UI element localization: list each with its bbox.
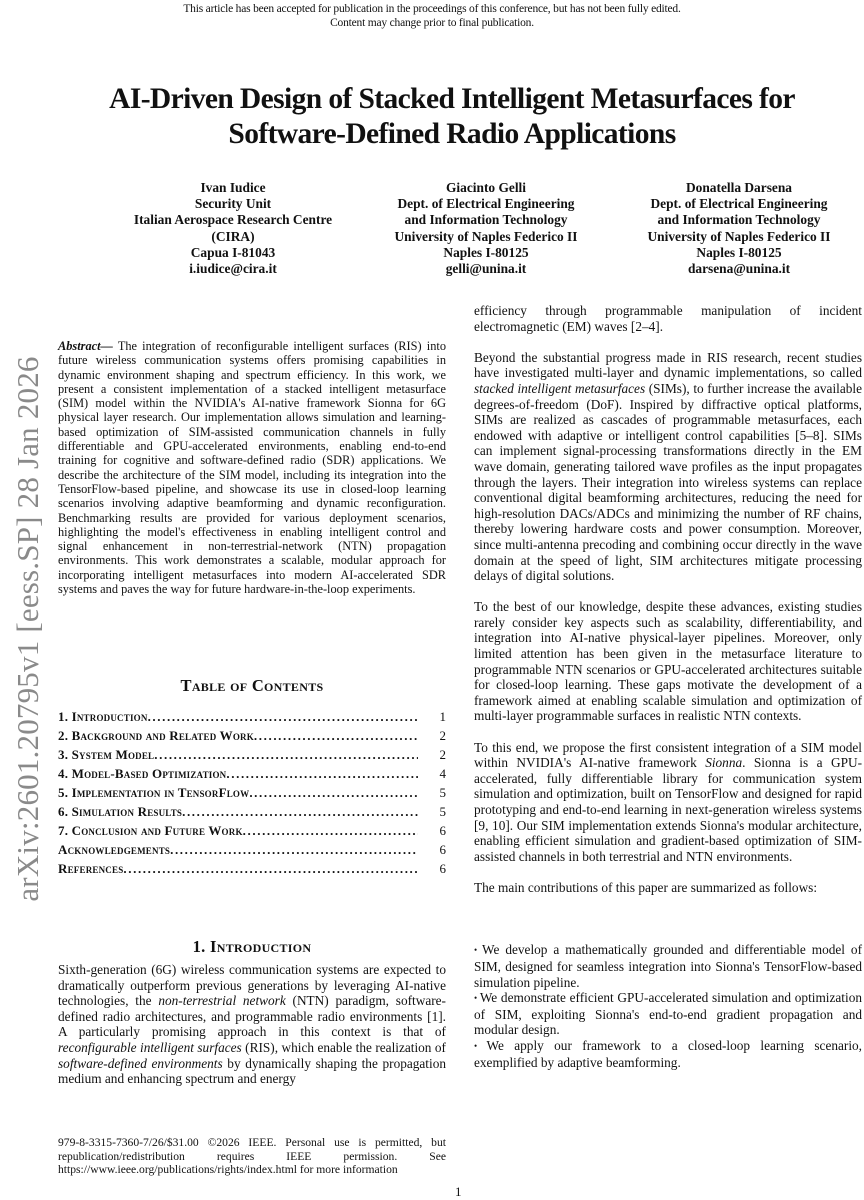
section-heading-introduction: 1. Introduction [192,937,312,956]
paper-title [40,82,864,152]
author-affiliation: Dept. of Electrical Engineering [397,196,575,212]
intro-paragraph-1-continued: efficiency through programmable manipulation of incident electromagnetic (EM) waves [2–4]. [474,303,862,334]
toc-title: Table of Contents [180,676,324,695]
toc-page: 6 [439,842,446,857]
banner-line-1: This article has been accepted for publication in the proceedings of this conference, but has not been fully edited. [183,3,681,15]
abstract [58,339,446,596]
emphasis: non-terrestrial network [158,993,286,1009]
toc-page: 6 [439,823,446,838]
author-city: Naples I-80125 [696,244,782,260]
toc-item-label: 7. Conclusion and Future Work [58,823,243,838]
author-affiliation: Security Unit [194,196,272,212]
right-column [474,303,862,1070]
toc-leader [254,726,418,745]
toc-item-label: 6. Simulation Results [58,804,183,819]
toc-leader [170,840,418,859]
author-affiliation: University of Naples Federico II [647,228,831,244]
author-affiliation: University of Naples Federico II [394,228,578,244]
toc-page: 1 [439,709,446,724]
emphasis: software-defined environments [58,1055,223,1071]
text-run: To this end, we propose the first consistent integration of a SIM model within NVIDIA's AI-native framework [474,739,862,771]
contribution-bullet: • We develop a mathematically grounded and differentiable model of SIM, designed for seamless integration into Sionna's TensorFlow-based simulation pipeline. [474,942,862,990]
author-affiliation: Italian Aerospace Research Centre [133,212,333,228]
author-affiliation: and Information Technology [404,212,568,228]
abstract-text: The integration of reconfigurable intelligent surfaces (RIS) into future wireless communication systems offers promising capabilities in dynamic environment shaping and spectrum efficiency. In this work, we present a consistent implementation of a stacked intelligent metasurface (SIM) model within the NVIDIA's AI-native framework Sionna for 6G physical layer research. Our implementation allows simulation and learning-based optimization of SIM-assisted communication channels in fully differentiable and GPU-accelerated environments, enabling end-to-end training for cognitive and software-defined radio (SDR) applications. We describe the architecture of the SIM model, including its integration into the TensorFlow-based pipeline, and showcase its use in closed-loop learning scenarios involving adaptive beamforming and dynamic reconfiguration. Benchmarking results are provided for various deployment scenarios, highlighting the model's effectiveness in enabling intelligent control and signal enhancement in non-terrestrial-network (NTN) propagation environments. This work demonstrates a scalable, modular approach for incorporating intelligent metasurfaces into modern AI-accelerated SDR systems and paves the way for future hardware-in-the-loop experiments. [58,339,446,597]
toc-item[interactable] [58,821,446,840]
text-run: (NTN) paradigm, software-defined radio architectures, and programmable radio environments [1]. A particularly promising approach in this context is that of [58,993,446,1040]
toc-leader [148,707,418,726]
author-affiliation: Dept. of Electrical Engineering [650,196,828,212]
intro-paragraph-1-start [58,962,446,1087]
toc-item[interactable] [58,840,446,859]
intro-paragraph-3: To the best of our knowledge, despite these advances, existing studies rarely consider key aspects such as scalability, differentiability, and integration into AI-native physical-layer pipelines. Moreover, only limited attention has been given in the metasurface literature to programmable NTN scenarios or GPU-accelerated architectures suitable for closed-loop learning. These gaps motivate the development of a framework aimed at enabling scalable simulation and optimization of multi-layer programmable surfaces in realistic NTN contexts. [474,599,862,724]
emphasis: stacked intelligent metasurfaces [474,380,646,396]
author-2 [361,180,611,277]
toc-page: 5 [439,804,446,819]
toc-item-label: 4. Model-Based Optimization [58,766,227,781]
toc-item-label: Acknowledgements [58,842,171,857]
text-run: (SIMs), to further increase the available degrees-of-freedom (DoF). Inspired by diffractive optical platforms, SIMs are realized as cascades of programmable metasurfaces, each endowed with adaptive or intelligent control capabilities [5–8]. SIMs can implement signal-processing transformations directly in the EM wave domain, generating tailored wave profiles as the input propagates through the layers. Their integration into wireless systems can replace conventional digital beamforming architectures, reducing the need for high-resolution DACs/ADCs and minimizing the number of RF chains, thereby lowering hardware costs and power consumption. Moreover, since multi-antenna precoding and combining occur directly in the wave domain at the speed of light, SIM architectures mitigate processing delays of digital solutions. [474,380,862,584]
page-number: 1 [455,1184,462,1199]
toc-item[interactable] [58,783,446,802]
contribution-bullet: • We demonstrate efficient GPU-accelerated simulation and optimization of SIM, exploiting Sionna's end-to-end gradient propagation and modular design. [474,990,862,1038]
emphasis: Sionna [705,755,743,771]
copyright-footnote: 979-8-3315-7360-7/26/$31.00 ©2026 IEEE. Personal use is permitted, but republication/redistribution requires IEEE permission. See https://www.ieee.org/publications/rights/index.html for more information [58,1136,446,1176]
author-email[interactable]: darsena@unina.it [687,261,791,277]
author-affiliation: (CIRA) [211,228,255,244]
toc-item[interactable] [58,802,446,821]
title-line-2: Software-Defined Radio Applications [228,118,676,150]
toc-item[interactable] [58,745,446,764]
toc-item[interactable] [58,764,446,783]
text-run: by dynamically shaping the propagation medium and enhancing spectrum and energy [58,1055,446,1087]
intro-paragraph-2 [474,350,862,584]
acceptance-banner [0,2,864,30]
author-email[interactable]: gelli@unina.it [445,261,527,277]
author-name: Giacinto Gelli [446,180,526,195]
banner-line-2: Content may change prior to final publication. [330,17,534,29]
contribution-bullet: • We apply our framework to a closed-loop learning scenario, exemplified by adaptive beamforming. [474,1038,862,1070]
toc-leader [249,783,418,802]
title-line-1: AI-Driven Design of Stacked Intelligent Metasurfaces for [109,83,795,115]
toc-leader [226,764,418,783]
text-run: Beyond the substantial progress made in RIS research, recent studies have investigated multi-layer and dynamic implementations, so called [474,349,862,381]
toc-leader [123,859,418,878]
arxiv-stamp: arXiv:2601.20795v1 [eess.SP] 28 Jan 2026 [10,356,45,902]
toc-leader [182,802,418,821]
author-affiliation: and Information Technology [657,212,821,228]
author-name: Donatella Darsena [685,180,792,195]
text-run: Sixth-generation (6G) wireless communication systems are expected to dramatically outperform previous generations by leveraging AI-native technologies, the [58,962,446,1009]
author-block [108,180,864,277]
text-run: . Sionna is a GPU-accelerated, fully differentiable library for communication system simulation and optimization, built on TensorFlow and designed for rapid prototyping and end-to-end learning in next-generation wireless systems [9, 10]. Our SIM implementation extends Sionna's modular architecture, enabling efficient simulation and gradient-based optimization of SIM-assisted channels in both terrestrial and NTN environments. [474,755,862,864]
text-run: (RIS), which enable the realization of [241,1039,446,1055]
emphasis: reconfigurable intelligent surfaces [58,1039,242,1055]
toc-item-label: 3. System Model [58,747,155,762]
author-1 [108,180,358,277]
toc-page: 2 [439,728,446,743]
intro-paragraph-5: The main contributions of this paper are summarized as follows: [474,879,818,895]
abstract-label: Abstract— [58,339,113,353]
toc-item-label: 2. Background and Related Work [58,728,254,743]
intro-paragraph-4 [474,740,862,865]
toc-item-label: 5. Implementation in TensorFlow [58,785,250,800]
toc-page: 2 [439,747,446,762]
toc-leader [243,821,418,840]
author-email[interactable]: i.iudice@cira.it [189,261,277,277]
author-city: Naples I-80125 [443,244,529,260]
toc-item[interactable] [58,859,446,878]
toc-item-label: 1. Introduction [58,709,148,724]
toc-page: 4 [439,766,446,781]
toc-item[interactable] [58,707,446,726]
author-city: Capua I-81043 [190,244,276,260]
toc-page: 6 [439,861,446,876]
author-3 [614,180,864,277]
toc-item-label: References [58,861,124,876]
toc-leader [154,745,418,764]
table-of-contents [58,707,446,878]
toc-item[interactable] [58,726,446,745]
toc-page: 5 [439,785,446,800]
author-name: Ivan Iudice [200,180,266,195]
